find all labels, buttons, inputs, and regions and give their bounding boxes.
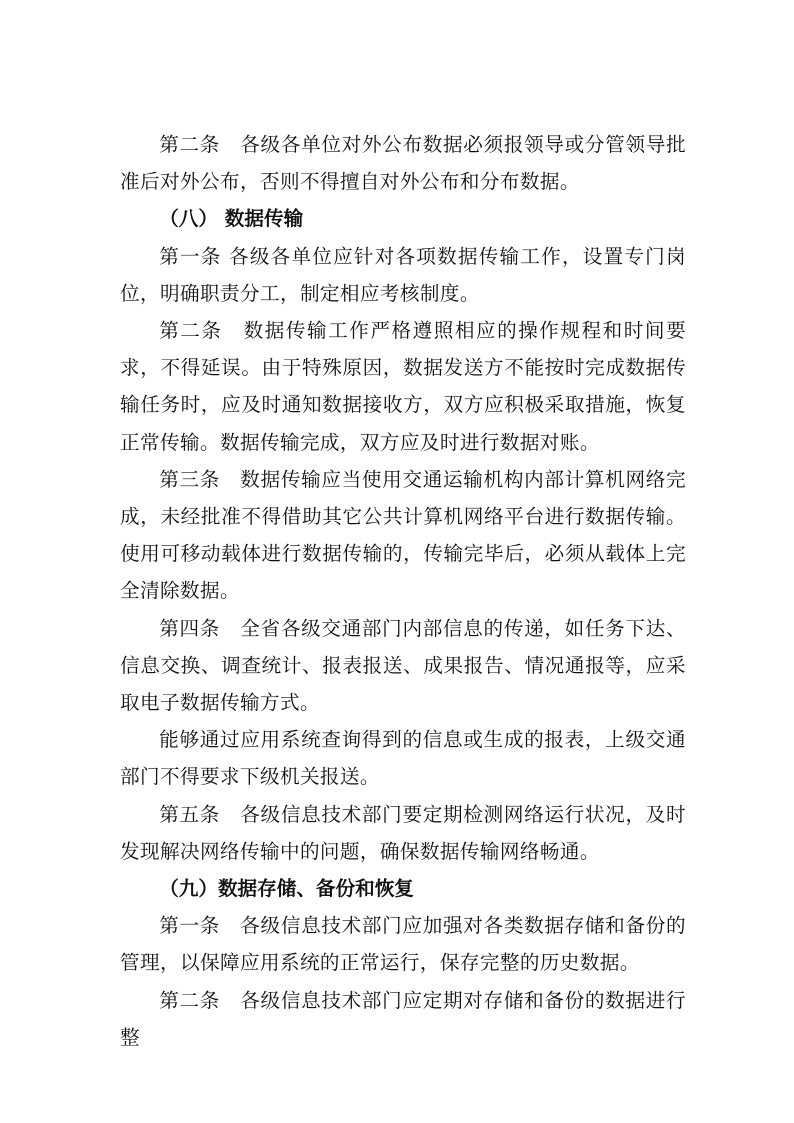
paragraph-transmission-article-2: 第二条 数据传输工作严格遵照相应的操作规程和时间要求，不得延误。由于特殊原因，数据发送方不能按时完成数据传输任务时，应及时通知数据接收方，双方应积极采取措施，恢复正常传输。数据传输完成，双方应及时进行数据对账。 — [120, 319, 686, 454]
paragraph-storage-article-2: 第二条 各级信息技术部门应定期对存储和备份的数据进行整 — [120, 988, 686, 1049]
paragraph-transmission-article-3: 第三条 数据传输应当使用交通运输机构内部计算机网络完成，未经批准不得借助其它公共计算机网络平台进行数据传输。使用可移动载体进行数据传输的，传输完毕后，必须从载体上完全清除数据。 — [120, 467, 686, 603]
paragraph-storage-article-1: 第一条 各级信息技术部门应加强对各类数据存储和备份的管理，以保障应用系统的正常运行，保存完整的历史数据。 — [120, 914, 686, 975]
paragraph-transmission-article-5: 第五条 各级信息技术部门要定期检测网络运行状况，及时发现解决网络传输中的问题，确保数据传输网络畅通。 — [120, 802, 686, 863]
document-body — [120, 126, 686, 1056]
section-heading-data-transmission: （八） 数据传输 — [159, 207, 304, 231]
paragraph-transmission-article-1: 第一条 各级各单位应针对各项数据传输工作，设置专门岗位，明确职责分工，制定相应考核制度。 — [120, 244, 686, 305]
paragraph-article-2-publication: 第二条 各级各单位对外公布数据必须报领导或分管领导批准后对外公布，否则不得擅自对外公布和分布数据。 — [120, 133, 686, 194]
paragraph-transmission-article-4: 第四条 全省各级交通部门内部信息的传递，如任务下达、信息交换、调查统计、报表报送、成果报告、情况通报等，应采取电子数据传输方式。 — [120, 616, 686, 715]
section-heading-storage-backup: （九）数据存储、备份和恢复 — [159, 877, 414, 901]
paragraph-transmission-reporting: 能够通过应用系统查询得到的信息或生成的报表，上级交通部门不得要求下级机关报送。 — [120, 728, 686, 789]
